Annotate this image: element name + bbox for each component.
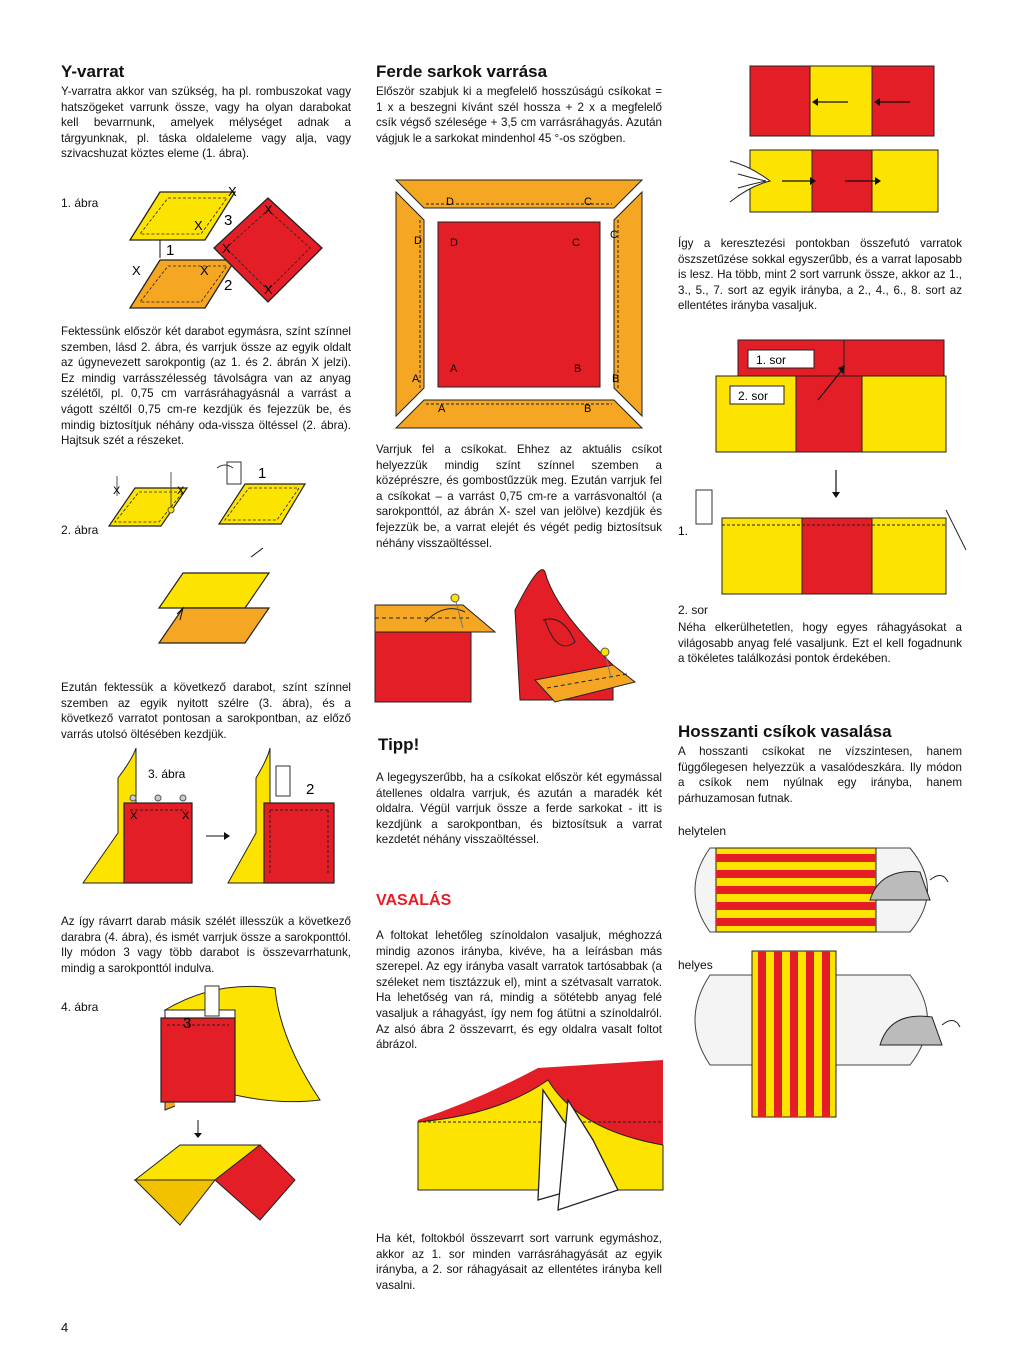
svg-text:X: X <box>264 202 273 217</box>
lengthwise-strips-text: A hosszanti csíkokat ne vízszintesen, hanem függőlegesen helyezzük a vasalódeszkára. Ily módon a csíkok nem nyúlnak egy irányba, hanem párhuzamosan futnak. <box>678 745 962 805</box>
svg-text:C: C <box>572 237 580 249</box>
svg-text:C: C <box>610 229 618 241</box>
right-label: helyes <box>678 958 713 972</box>
mitered-frame-diagram <box>396 180 642 428</box>
pressed-seam-diagram <box>418 1060 663 1220</box>
svg-text:D: D <box>414 235 422 247</box>
two-rows-diagram <box>678 330 968 600</box>
strip-pinning-diagram <box>375 570 665 710</box>
fig1-x-mark: X <box>228 184 237 199</box>
col1-para3: Ezután fektessük a következő darabot, színt színnel szemben az egyik nyitott szélre (3. ábra), és a következő varratot pontosan a sarokpontban, az előző varrás utolsó öltésében kezdjük. <box>61 681 351 741</box>
ironing-title: VASALÁS <box>376 892 452 909</box>
svg-text:B: B <box>612 373 620 385</box>
fig4-diagram <box>105 980 345 1220</box>
fig4-label: 4. ábra <box>61 1000 99 1014</box>
fig1-diagram <box>110 180 340 320</box>
svg-text:X: X <box>264 282 273 297</box>
wrong-label: helytelen <box>678 824 727 838</box>
fig2-diagram <box>95 458 350 648</box>
fig1-yellow-rhombus <box>130 192 235 240</box>
svg-text:X: X <box>200 263 209 278</box>
col2-para2: Varrjuk fel a csíkokat. Ehhez az aktuális csíkot helyezzük mindig színt színnel szemben a középrészre, és gombostűzzük meg. Ezután varrjuk fel a csíkokat – a varrást 0,75 cm-re a varrásvonaltól (a sarokponttól, az ábrán X- szel van jelölve) kezdjük és fejezzük be, a varrat elejét és végét pedig biztosítsuk néhány visszaöltéssel. <box>376 443 662 550</box>
fig3-number: 2 <box>306 781 315 798</box>
y-seam-title: Y-varrat <box>61 62 125 81</box>
fig1-label: 1. ábra <box>61 196 99 210</box>
right-ironing-diagram <box>680 945 970 1120</box>
svg-text:A: A <box>438 403 446 415</box>
svg-text:D: D <box>450 237 458 249</box>
svg-text:X: X <box>130 810 138 822</box>
col3-para1: Így a keresztezési pontokban összefutó varratok öszszetűzése sokkal egyszerűbb, és a varrat laposabb is lesz. Ha több, mint 2 sort varrunk össze, akkor az 1., 3., 5., 7. sort az egyik irányba, a 2., 4., 6., 8. sort az ellentétes irányba vasaljuk. <box>678 237 962 313</box>
fig3-label: 3. ábra <box>148 767 186 781</box>
mitered-corners-title: Ferde sarkok varrása <box>376 62 548 81</box>
fig2-number: 1 <box>258 465 267 482</box>
wrong-ironing-diagram <box>680 840 950 940</box>
svg-text:B: B <box>574 363 582 375</box>
tip-text: A legegyszerűbb, ha a csíkokat először két egymással átellenes oldalra varrjuk, és azután a maradék két oldalra. Végül varrjuk össze a ferde sarkokat - itt is kezdjünk a sarokpontban, és biztosítsuk a varrat kezdetét néhány visszaöltéssel. <box>376 771 662 847</box>
col1-para2: Fektessünk először két darabot egymásra, színt színnel szemben, lásd 2. ábra, és varrjuk össze az egyik oldalt az úgynevezett sarokpontig (az 1. és 2. ábrán X jelzi). Ez mindig varrásszélesség távolságra van az anyag szélétől, pl. 0,75 cm varrásráhagyásnál a varrást a vágott széltől 0,75 cm-re kezdjük és fejezzük be, és mindig biztosítjuk néhány oda-vissza öltéssel (2. ábra). Hajtsuk szét a részeket. <box>61 325 351 448</box>
fig1-number-3: 3 <box>224 212 233 229</box>
lengthwise-strips-title: Hosszanti csíkok vasalása <box>678 722 892 741</box>
col2-intro: Először szabjuk ki a megfelelő hosszúságú csíkokat = 1 x a beszegni kívánt szél hossza + 2 x a megfelelő csík végső szélesége + 3,5 cm varrásráhagyás. Azután vágjuk le a sarkokat mindenhol 45 °-os szögben. <box>376 85 662 145</box>
svg-text:X: X <box>182 810 190 822</box>
svg-text:B: B <box>584 403 592 415</box>
fig1-number-2: 2 <box>224 277 233 294</box>
svg-text:D: D <box>446 196 454 208</box>
row-pressing-direction-diagram <box>730 66 945 216</box>
fig3-diagram <box>78 748 348 893</box>
page-number: 4 <box>61 1320 69 1335</box>
svg-text:X: X <box>113 485 121 497</box>
col3-para2: Néha elkerülhetetlen, hogy egyes ráhagyásokat a világosabb anyag felé vasaljunk. Ezt el kell fogadnunk a tökéletes találkozási pontok érdekében. <box>678 621 962 666</box>
col2-bottom-text: Ha két, foltokból összevarrt sort varrunk egymáshoz, akkor az 1. sor minden varrásráhagyását az egyik irányba, a 2. sor ráhagyásait az ellentétes irányba kell vasalni. <box>376 1232 662 1292</box>
fig1-number-1: 1 <box>166 242 175 259</box>
ironing-text: A foltokat lehetőleg színoldalon vasaljuk, méghozzá mindig azonos irányba, kivéve, ha a leírásban más szerepel. Az egy irányba vasalt varratok tartósabbak (a széleket nem tisztázzuk el), mint a szétvasalt varratok. Ha lehetőség van rá, mindig a sötétebb anyag felé vasaljuk a ráhagyást, így nem fog átütni a színoldalról. Az alsó ábra 2 összevarrt, és egy oldalra vasalt foltot ábrázol. <box>376 929 662 1052</box>
fig1-orange-rhombus <box>130 260 235 308</box>
svg-text:A: A <box>450 363 458 375</box>
machine-mark: 1. <box>678 524 689 538</box>
row1-label: 1. sor <box>756 353 787 367</box>
row2-label: 2. sor <box>738 389 769 403</box>
svg-text:C: C <box>584 196 592 208</box>
tip-title: Tipp! <box>378 735 420 754</box>
row2-caption: 2. sor <box>678 603 709 617</box>
fig2-label: 2. ábra <box>61 523 99 537</box>
y-seam-intro: Y-varratra akkor van szükség, ha pl. rombuszokat vagy hatszögeket varrunk össze, vagy ha olyan darabokat kell bevarrnunk, amelyek mélységet adnak a tárgyunknak, pl. táska oldaleleme vagy alja, vagy szivacshuzat köztes eleme (1. ábra). <box>61 85 351 161</box>
svg-text:X: X <box>222 241 231 256</box>
fig4-cube-yellow-left <box>135 1180 215 1225</box>
svg-text:A: A <box>412 373 420 385</box>
svg-text:X: X <box>132 263 141 278</box>
svg-text:X: X <box>177 485 185 497</box>
col1-para4: Az így rávarrt darab másik szélét illesszük a következő darabra (4. ábra), és ismét varrjuk össze a sarokponttól. Ily módon 3 vagy több darabot is összevarrhatunk, mindig a sarokponttól indulva. <box>61 915 351 975</box>
fig4-number: 3 <box>183 1015 192 1032</box>
svg-text:X: X <box>194 218 203 233</box>
